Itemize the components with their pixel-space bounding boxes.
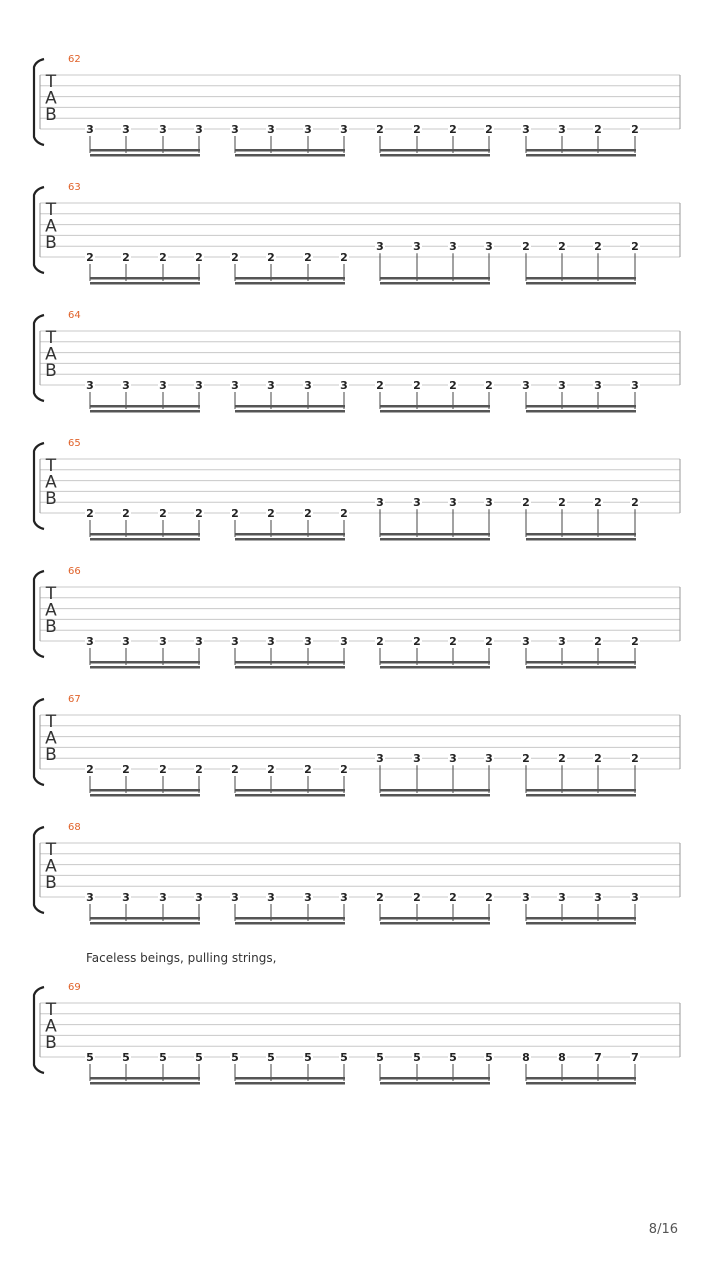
tab-system	[34, 54, 680, 157]
fret-number: 3	[594, 891, 602, 904]
tab-clef-letter: T	[45, 328, 57, 348]
beam-secondary	[235, 282, 345, 285]
measure-number: 66	[68, 566, 81, 577]
fret-number: 3	[340, 379, 348, 392]
beam-primary	[235, 789, 345, 792]
beam-primary	[90, 405, 200, 408]
tab-clef-letter: A	[45, 344, 57, 365]
fret-number: 3	[195, 379, 203, 392]
fret-number: 2	[122, 763, 130, 776]
fret-number: 2	[631, 123, 639, 136]
system-bracket	[34, 571, 44, 657]
beam-primary	[526, 917, 636, 920]
tab-system	[34, 822, 680, 925]
fret-number: 2	[376, 635, 384, 648]
fret-number: 2	[558, 752, 566, 766]
tab-system	[34, 694, 680, 797]
fret-number: 3	[267, 123, 275, 136]
fret-number: 2	[522, 752, 530, 766]
tab-system	[34, 566, 680, 669]
fret-number: 3	[340, 891, 348, 904]
fret-number: 3	[522, 379, 530, 392]
beam-primary	[380, 661, 490, 664]
beam-secondary	[380, 922, 490, 925]
fret-number: 2	[376, 379, 384, 392]
fret-number: 5	[376, 1051, 384, 1064]
beam-secondary	[235, 666, 345, 669]
page-number: 8/16	[648, 1222, 678, 1237]
fret-number: 5	[86, 1051, 94, 1064]
fret-number: 3	[376, 496, 384, 510]
beam-secondary	[380, 794, 490, 797]
fret-number: 3	[522, 123, 530, 136]
fret-number: 3	[304, 123, 312, 136]
beam-secondary	[90, 794, 200, 797]
beam-secondary	[235, 538, 345, 541]
lyric-text: Faceless beings, pulling strings,	[86, 951, 277, 965]
fret-number: 2	[86, 507, 94, 520]
beam-secondary	[90, 666, 200, 669]
tab-clef-letter: A	[45, 88, 57, 109]
beam-primary	[235, 149, 345, 152]
beam-primary	[235, 917, 345, 920]
fret-number: 2	[86, 251, 94, 264]
tab-clef-letter: A	[45, 216, 57, 237]
fret-number: 2	[558, 496, 566, 510]
tab-clef-letter: T	[45, 456, 57, 476]
tab-clef-letter: T	[45, 712, 57, 732]
fret-number: 2	[304, 507, 312, 520]
fret-number: 3	[195, 635, 203, 648]
fret-number: 5	[195, 1051, 203, 1064]
fret-number: 2	[195, 251, 203, 264]
system-bracket	[34, 827, 44, 913]
beam-primary	[380, 1077, 490, 1080]
fret-number: 2	[485, 379, 493, 392]
fret-number: 2	[522, 240, 530, 254]
tab-clef-letter: T	[45, 200, 57, 220]
beam-secondary	[380, 666, 490, 669]
tab-clef-letter: B	[45, 1033, 57, 1053]
beam-secondary	[526, 282, 636, 285]
fret-number: 2	[340, 763, 348, 776]
fret-number: 8	[558, 1051, 566, 1064]
beam-secondary	[380, 410, 490, 413]
fret-number: 3	[231, 379, 239, 392]
beam-primary	[380, 149, 490, 152]
fret-number: 3	[413, 240, 421, 254]
beam-secondary	[380, 282, 490, 285]
fret-number: 2	[485, 123, 493, 136]
fret-number: 5	[413, 1051, 421, 1064]
fret-number: 3	[122, 635, 130, 648]
fret-number: 2	[631, 752, 639, 766]
fret-number: 3	[631, 891, 639, 904]
beam-primary	[235, 277, 345, 280]
beam-secondary	[235, 154, 345, 157]
fret-number: 2	[449, 123, 457, 136]
system-bracket	[34, 987, 44, 1073]
beam-secondary	[235, 794, 345, 797]
fret-number: 2	[195, 763, 203, 776]
beam-primary	[526, 1077, 636, 1080]
beam-primary	[380, 405, 490, 408]
fret-number: 5	[159, 1051, 167, 1064]
fret-number: 3	[122, 123, 130, 136]
tab-clef-letter: A	[45, 856, 57, 877]
fret-number: 3	[631, 379, 639, 392]
fret-number: 3	[195, 891, 203, 904]
fret-number: 2	[449, 379, 457, 392]
fret-number: 3	[558, 379, 566, 392]
beam-secondary	[380, 538, 490, 541]
system-bracket	[34, 187, 44, 273]
tab-clef-letter: B	[45, 233, 57, 253]
beam-primary	[90, 277, 200, 280]
fret-number: 3	[122, 891, 130, 904]
tab-system	[34, 310, 680, 413]
fret-number: 2	[522, 496, 530, 510]
tab-clef-letter: B	[45, 745, 57, 765]
fret-number: 3	[449, 496, 457, 510]
system-bracket	[34, 699, 44, 785]
fret-number: 3	[485, 752, 493, 766]
tab-clef-letter: A	[45, 600, 57, 621]
fret-number: 2	[159, 763, 167, 776]
beam-secondary	[526, 410, 636, 413]
fret-number: 3	[413, 752, 421, 766]
beam-primary	[380, 277, 490, 280]
tab-clef-letter: T	[45, 584, 57, 604]
fret-number: 3	[449, 240, 457, 254]
fret-number: 2	[413, 379, 421, 392]
beam-primary	[90, 661, 200, 664]
fret-number: 5	[340, 1051, 348, 1064]
tab-clef-letter: A	[45, 472, 57, 493]
beam-secondary	[235, 410, 345, 413]
fret-number: 2	[413, 891, 421, 904]
fret-number: 3	[522, 635, 530, 648]
beam-secondary	[526, 538, 636, 541]
beam-secondary	[90, 538, 200, 541]
tab-system	[34, 438, 680, 541]
system-bracket	[34, 443, 44, 529]
fret-number: 3	[449, 752, 457, 766]
fret-number: 3	[86, 379, 94, 392]
fret-number: 3	[159, 379, 167, 392]
fret-number: 2	[304, 251, 312, 264]
beam-secondary	[90, 282, 200, 285]
fret-number: 2	[594, 240, 602, 254]
beam-secondary	[526, 794, 636, 797]
beam-secondary	[380, 1082, 490, 1085]
fret-number: 2	[304, 763, 312, 776]
fret-number: 3	[122, 379, 130, 392]
fret-number: 3	[159, 635, 167, 648]
fret-number: 3	[159, 123, 167, 136]
fret-number: 2	[631, 240, 639, 254]
fret-number: 2	[231, 763, 239, 776]
beam-secondary	[90, 1082, 200, 1085]
measure-number: 63	[68, 182, 81, 193]
beam-secondary	[380, 154, 490, 157]
beam-secondary	[526, 154, 636, 157]
fret-number: 2	[594, 123, 602, 136]
fret-number: 5	[122, 1051, 130, 1064]
fret-number: 3	[231, 891, 239, 904]
fret-number: 8	[522, 1051, 530, 1064]
tab-clef-letter: B	[45, 873, 57, 893]
fret-number: 2	[594, 752, 602, 766]
fret-number: 3	[159, 891, 167, 904]
fret-number: 2	[449, 635, 457, 648]
tab-clef-letter: B	[45, 361, 57, 381]
fret-number: 3	[267, 635, 275, 648]
measure-number: 69	[68, 982, 81, 993]
fret-number: 3	[304, 635, 312, 648]
fret-number: 5	[485, 1051, 493, 1064]
tab-clef-letter: T	[45, 840, 57, 860]
beam-primary	[526, 789, 636, 792]
fret-number: 5	[449, 1051, 457, 1064]
beam-primary	[526, 149, 636, 152]
beam-secondary	[235, 1082, 345, 1085]
beam-primary	[90, 789, 200, 792]
tab-system	[34, 182, 680, 285]
fret-number: 3	[304, 379, 312, 392]
fret-number: 2	[231, 507, 239, 520]
fret-number: 2	[558, 240, 566, 254]
beam-secondary	[526, 666, 636, 669]
fret-number: 2	[195, 507, 203, 520]
fret-number: 3	[485, 240, 493, 254]
fret-number: 3	[86, 891, 94, 904]
fret-number: 3	[558, 123, 566, 136]
fret-number: 7	[594, 1051, 602, 1064]
fret-number: 2	[413, 635, 421, 648]
fret-number: 2	[159, 507, 167, 520]
fret-number: 2	[376, 123, 384, 136]
beam-primary	[380, 789, 490, 792]
fret-number: 2	[159, 251, 167, 264]
fret-number: 2	[340, 507, 348, 520]
measure-number: 67	[68, 694, 81, 705]
beam-primary	[90, 917, 200, 920]
beam-primary	[90, 149, 200, 152]
tab-clef-letter: T	[45, 1000, 57, 1020]
beam-primary	[526, 533, 636, 536]
fret-number: 3	[231, 635, 239, 648]
fret-number: 3	[231, 123, 239, 136]
beam-secondary	[90, 154, 200, 157]
beam-secondary	[90, 410, 200, 413]
fret-number: 2	[231, 251, 239, 264]
fret-number: 2	[594, 635, 602, 648]
fret-number: 2	[122, 251, 130, 264]
fret-number: 3	[485, 496, 493, 510]
fret-number: 3	[86, 123, 94, 136]
fret-number: 3	[558, 635, 566, 648]
beam-primary	[380, 533, 490, 536]
tab-clef-letter: A	[45, 1016, 57, 1037]
fret-number: 3	[195, 123, 203, 136]
tab-clef-letter: B	[45, 105, 57, 125]
fret-number: 2	[485, 891, 493, 904]
beam-secondary	[526, 922, 636, 925]
beam-primary	[235, 1077, 345, 1080]
fret-number: 3	[413, 496, 421, 510]
fret-number: 2	[485, 635, 493, 648]
tab-clef-letter: A	[45, 728, 57, 749]
fret-number: 3	[376, 752, 384, 766]
measure-number: 62	[68, 54, 81, 65]
fret-number: 2	[267, 251, 275, 264]
tab-clef-letter: B	[45, 617, 57, 637]
measure-number: 68	[68, 822, 81, 833]
fret-number: 3	[340, 635, 348, 648]
fret-number: 3	[522, 891, 530, 904]
fret-number: 5	[231, 1051, 239, 1064]
fret-number: 2	[376, 891, 384, 904]
fret-number: 3	[86, 635, 94, 648]
fret-number: 3	[594, 379, 602, 392]
fret-number: 3	[267, 891, 275, 904]
beam-primary	[235, 533, 345, 536]
measure-number: 65	[68, 438, 81, 449]
fret-number: 2	[267, 507, 275, 520]
measure-number: 64	[68, 310, 81, 321]
beam-secondary	[235, 922, 345, 925]
tab-system	[34, 982, 680, 1085]
fret-number: 2	[340, 251, 348, 264]
fret-number: 2	[594, 496, 602, 510]
fret-number: 3	[340, 123, 348, 136]
fret-number: 2	[631, 496, 639, 510]
beam-primary	[526, 405, 636, 408]
fret-number: 3	[267, 379, 275, 392]
fret-number: 2	[449, 891, 457, 904]
beam-primary	[235, 405, 345, 408]
tab-clef-letter: B	[45, 489, 57, 509]
beam-primary	[526, 277, 636, 280]
fret-number: 2	[413, 123, 421, 136]
beam-primary	[90, 1077, 200, 1080]
tab-clef-letter: T	[45, 72, 57, 92]
system-bracket	[34, 315, 44, 401]
beam-secondary	[90, 922, 200, 925]
fret-number: 2	[267, 763, 275, 776]
fret-number: 7	[631, 1051, 639, 1064]
fret-number: 5	[304, 1051, 312, 1064]
fret-number: 5	[267, 1051, 275, 1064]
fret-number: 2	[122, 507, 130, 520]
beam-secondary	[526, 1082, 636, 1085]
fret-number: 3	[376, 240, 384, 254]
fret-number: 3	[304, 891, 312, 904]
fret-number: 2	[86, 763, 94, 776]
beam-primary	[526, 661, 636, 664]
system-bracket	[34, 59, 44, 145]
fret-number: 2	[631, 635, 639, 648]
beam-primary	[90, 533, 200, 536]
beam-primary	[380, 917, 490, 920]
fret-number: 3	[558, 891, 566, 904]
beam-primary	[235, 661, 345, 664]
